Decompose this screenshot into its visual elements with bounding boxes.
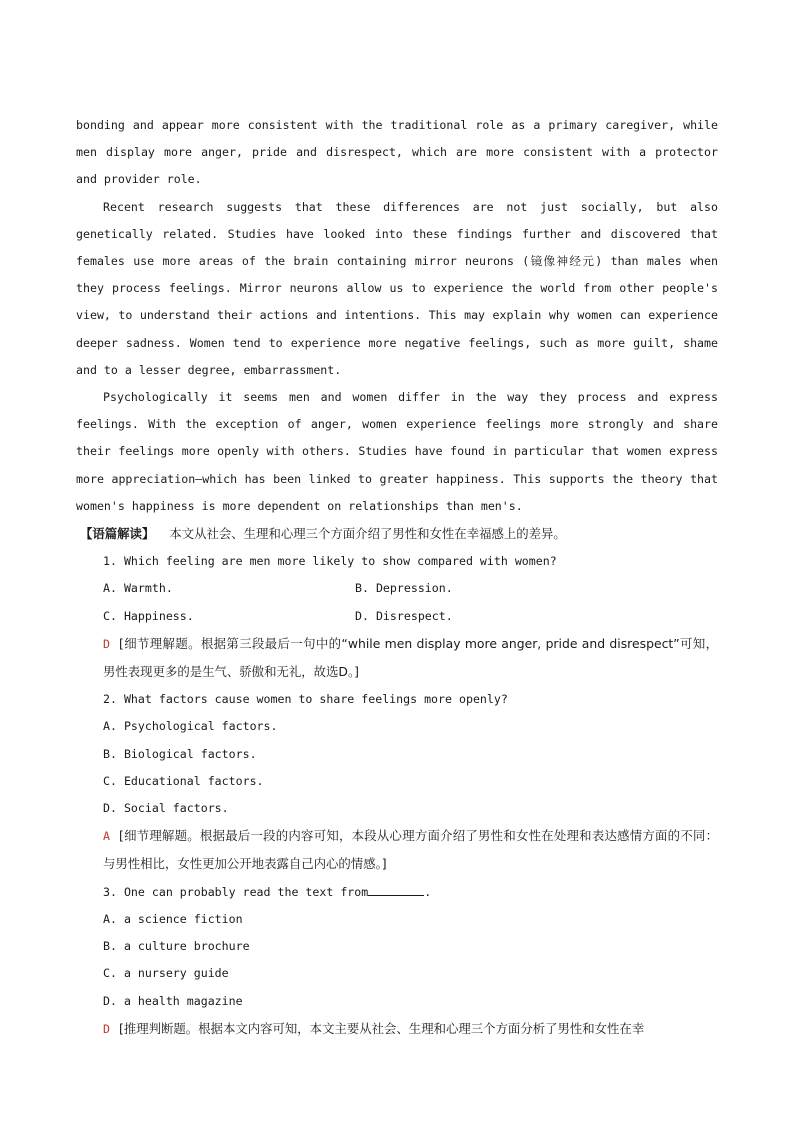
question-3-option-d: D. a health magazine	[103, 993, 243, 1008]
document-page	[76, 112, 718, 1043]
question-3-option-b: B. a culture brochure	[103, 939, 250, 954]
question-1-answer	[76, 630, 718, 686]
question-3-stem-end: .	[424, 884, 432, 899]
passage-paragraph-1: bonding and appear more consistent with the traditional role as a primary caregiver, while men display more anger, pride and disrespect, which are more consistent with a protector and provider role.	[76, 118, 718, 187]
question-2-option-a: A. Psychological factors.	[103, 719, 278, 734]
question-2-explanation: [细节理解题。根据最后一段的内容可知，本段从心理方面介绍了男性和女性在处理和表达感情方面的不同：与男性相比，女性更加公开地表露自己内心的情感。]	[103, 828, 718, 872]
question-1-options-row-2	[76, 603, 718, 630]
question-2-stem: 2. What factors cause women to share feelings more openly?	[103, 692, 508, 707]
question-2-option-d: D. Social factors.	[103, 801, 229, 816]
question-2-option-c: C. Educational factors.	[103, 773, 264, 788]
question-1-explanation: [细节理解题。根据第三段最后一句中的“while men display more anger, pride and disrespect”可知，男性表现更多的是生气、骄傲和无礼，故选D。]	[103, 635, 718, 680]
passage-paragraph-2: Recent research suggests that these differences are not just socially, but also genetically related. Studies have looked into these findings further and discovered that females use more areas of the brain containing mirror neurons (镜像神经元) than males when they process feelings. Mirror neurons allow us to experience the world from other people's view, to understand their actions and intentions. This may explain why women can experience deeper sadness. Women tend to experience more negative feelings, such as more guilt, shame and to a lesser degree, embarrassment.	[76, 199, 718, 377]
question-3-option-c: C. a nursery guide	[103, 966, 229, 981]
discourse-analysis-text: 本文从社会、生理和心理三个方面介绍了男性和女性在幸福感上的差异。	[169, 526, 566, 542]
question-3-answer-letter: D	[103, 1021, 110, 1036]
question-2-answer-letter: A	[103, 829, 110, 844]
answer-blank	[368, 884, 424, 896]
question-2-answer	[76, 822, 718, 878]
question-3-stem-text: 3. One can probably read the text from	[103, 884, 369, 899]
question-2-option-b: B. Biological factors.	[103, 746, 257, 761]
question-1-option-c: C. Happiness.	[103, 608, 194, 623]
discourse-analysis-label: 【语篇解读】	[80, 526, 155, 542]
question-1-options-row-1	[76, 575, 718, 602]
passage-paragraph-3: Psychologically it seems men and women differ in the way they process and express feelings. With the exception of anger, women experience feelings more strongly and share their feelings more openly with others. Studies have found in particular that women express more appreciation—which has been linked to greater happiness. This supports the theory that women's happiness is more dependent on relationships than men's.	[76, 390, 718, 513]
discourse-analysis	[76, 520, 718, 548]
question-3-stem	[76, 879, 718, 906]
question-3-answer	[76, 1015, 718, 1043]
question-1-option-b: B. Depression.	[355, 581, 453, 596]
question-3-option-a: A. a science fiction	[103, 911, 243, 926]
question-1-option-a: A. Warmth.	[103, 581, 173, 596]
question-1-answer-letter: D	[103, 636, 110, 651]
question-1-option-d: D. Disrespect.	[355, 608, 453, 623]
question-3-explanation: [推理判断题。根据本文内容可知，本文主要从社会、生理和心理三个方面分析了男性和女性在幸	[118, 1020, 645, 1036]
question-1-stem: 1. Which feeling are men more likely to show compared with women?	[103, 554, 557, 569]
